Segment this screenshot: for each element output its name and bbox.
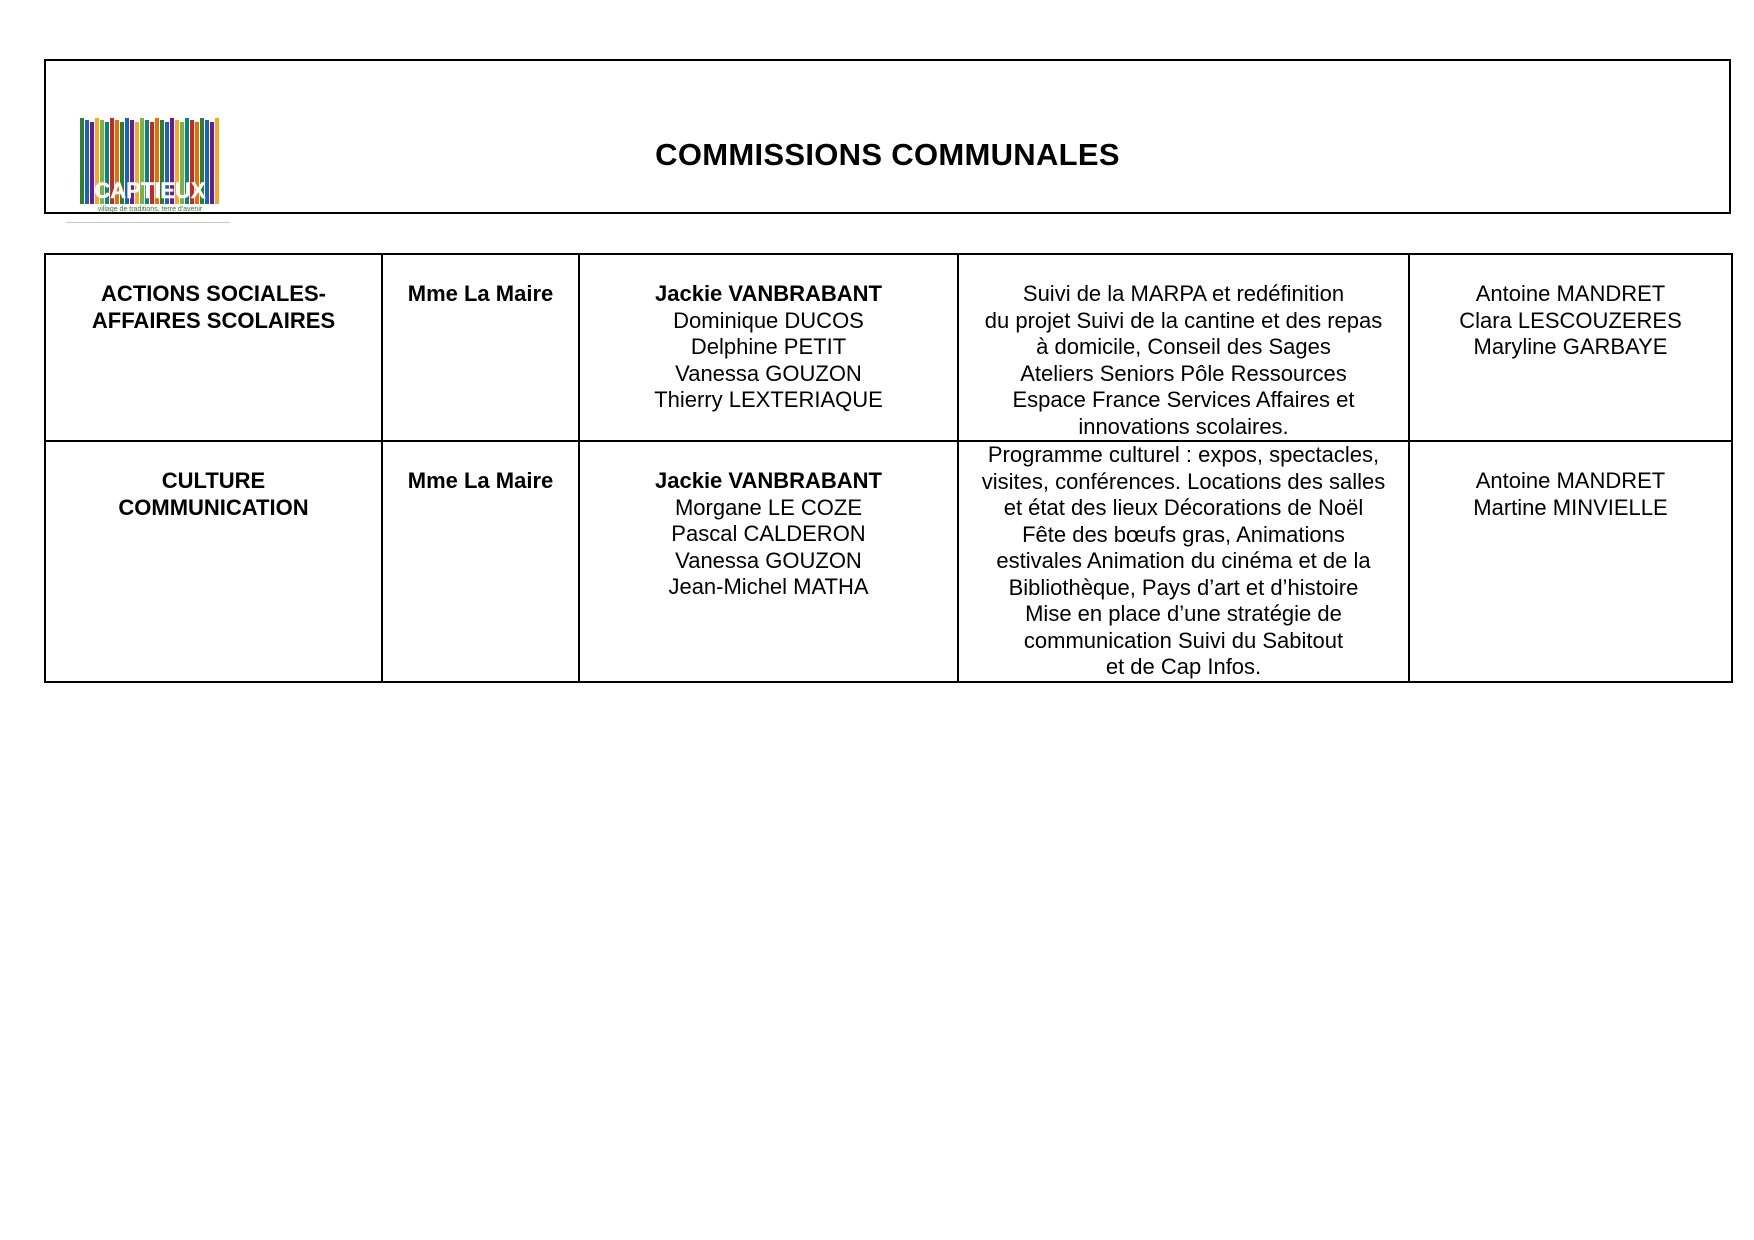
mission-line: Fête des bœufs gras, Animations [1022, 521, 1345, 547]
commission-name-cell [45, 441, 382, 682]
commission-name-line: COMMUNICATION [118, 494, 309, 520]
table-row [45, 441, 1732, 682]
mission-line: Suivi de la MARPA et redéfinition [1022, 281, 1345, 306]
mission-line: innovations scolaires. [1078, 413, 1289, 439]
mission-line: Bibliothèque, Pays d’art et d’histoire [1008, 574, 1359, 600]
commission-name-cell [45, 254, 382, 441]
svg-text:CAPTIEUX: CAPTIEUX [94, 178, 206, 203]
opposition-member: Clara LESCOUZERES [1459, 307, 1682, 333]
mission-line: Mise en place d’une stratégie de [1025, 601, 1342, 626]
opposition-cell [1409, 254, 1732, 441]
commissions-table [44, 253, 1733, 683]
vice-president-name: Jackie VANBRABANT [655, 281, 882, 306]
mission-line: et état des lieux Décorations de Noël [1003, 495, 1364, 520]
mission-line: estivales Animation du cinéma et de la [996, 548, 1371, 573]
page-title: COMMISSIONS COMMUNALES [655, 137, 1120, 172]
members-cell [579, 254, 958, 441]
member-name: Thierry LEXTERIAQUE [654, 387, 883, 412]
president-cell [382, 441, 579, 682]
mission-line: communication Suivi du Sabitout [1023, 627, 1344, 653]
opposition-member: Antoine MANDRET [1475, 468, 1666, 493]
logo-underline [66, 222, 230, 223]
missions-cell [958, 441, 1409, 682]
member-name: Morgane LE COZE [674, 494, 863, 520]
table-row [45, 254, 1732, 441]
members-cell [579, 441, 958, 682]
missions-cell [958, 254, 1409, 441]
mission-line: visites, conférences. Locations des salles [981, 468, 1386, 494]
president-name: Mme La Maire [407, 281, 554, 306]
commission-name-line: ACTIONS SOCIALES- [101, 281, 326, 306]
mission-line: du projet Suivi de la cantine et des repas [984, 307, 1383, 333]
mission-line: à domicile, Conseil des Sages [1036, 334, 1331, 359]
svg-text:village de traditions, terre d: village de traditions, terre d'avenir [97, 206, 203, 213]
member-name: Vanessa GOUZON [675, 547, 862, 573]
mission-line: Ateliers Seniors Pôle Ressources [1020, 360, 1347, 386]
opposition-cell [1409, 441, 1732, 682]
opposition-member: Antoine MANDRET [1475, 281, 1666, 306]
member-name: Jean-Michel MATHA [668, 574, 869, 599]
header-box [44, 59, 1731, 214]
opposition-member: Martine MINVIELLE [1473, 494, 1668, 520]
mission-line: Espace France Services Affaires et [1012, 387, 1355, 412]
member-name: Delphine PETIT [690, 334, 847, 359]
vice-president-name: Jackie VANBRABANT [655, 468, 882, 493]
mission-line: Programme culturel : expos, spectacles, [987, 442, 1380, 467]
commission-name-line: CULTURE [161, 468, 266, 493]
member-name: Vanessa GOUZON [675, 360, 862, 386]
president-name: Mme La Maire [407, 468, 554, 493]
opposition-member: Maryline GARBAYE [1473, 334, 1668, 359]
member-name: Pascal CALDERON [671, 521, 866, 546]
member-name: Dominique DUCOS [673, 307, 864, 333]
mission-line: et de Cap Infos. [1105, 654, 1262, 679]
president-cell [382, 254, 579, 441]
commission-name-line: AFFAIRES SCOLAIRES [91, 307, 336, 333]
